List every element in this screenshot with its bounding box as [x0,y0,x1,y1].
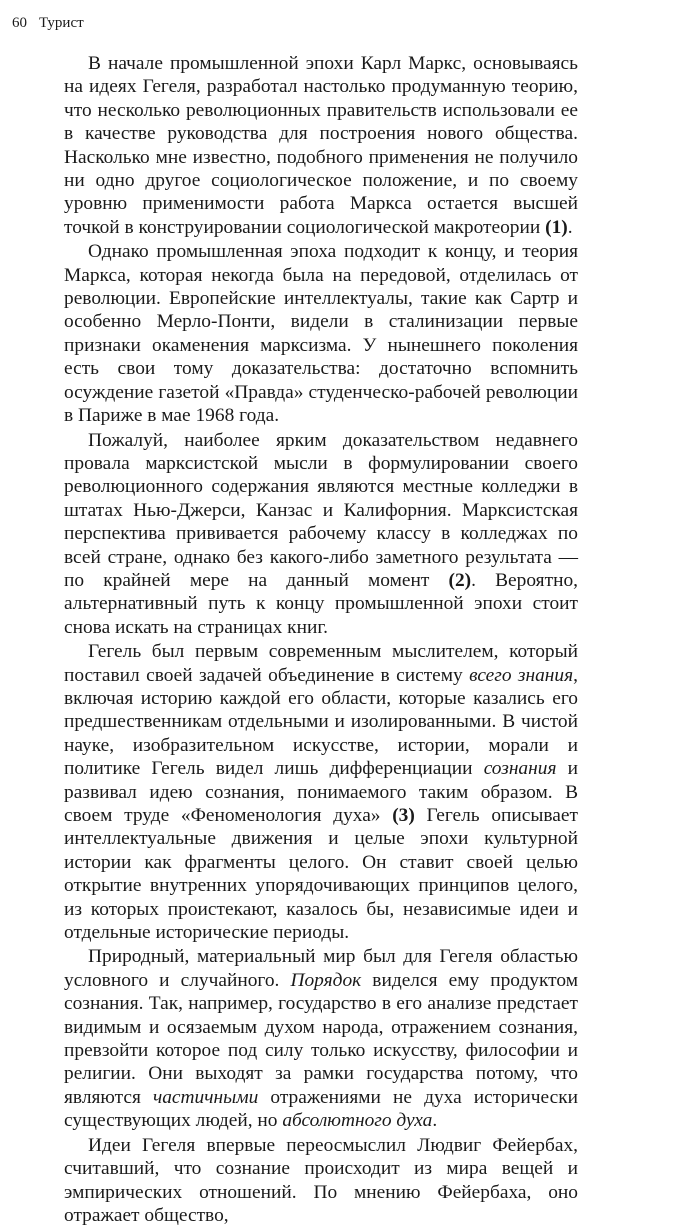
paragraph-4-text-c: и развивал идею сознания, понимаемого таким образом. В своем труде «Феноменология духа» [64,758,578,826]
paragraph-4-emphasis-b: сознания [483,758,557,780]
reference-marker-1: (1) [545,216,568,238]
paragraph-5-text-c: отражениями не духа исторически существующих людей, но [64,1086,579,1132]
running-title: Турист [39,15,84,31]
paragraph-3 [64,429,578,640]
paragraph-2 [64,240,578,427]
paragraph-5-emphasis-a: Порядок [290,969,362,991]
paragraph-5-text-a: Природный, материальный мир был для Гегеля областью условного и случайного. [64,946,578,991]
paragraph-4-text-a: Гегель был первым современным мыслителем, который поставил своей задачей объединение в систему [64,641,578,686]
paragraph-5-text-b: виделся ему продуктом сознания. Так, например, государство в его анализе предстает видимым и осязаемым духом народа, отражением сознания, превзойти которое под силу только искусству, философии и религии. Они выходят за рамки государства потому, что являются [64,969,578,1108]
paragraph-1 [64,52,578,239]
paragraph-3-text-a: Пожалуй, наиболее ярким доказательством недавнего провала марксистской мысли в формулировании своего революционного содержания являются местные колледжи в штатах Нью-Джерси, Канзас и Калифорния. Марксистская перспектива прививается рабочему классу в колледжах по всей стране, однако без какого-либо заметного результата — по крайней мере на данный момент [64,429,578,591]
paragraph-4-emphasis-a: всего знания [469,664,574,686]
paragraph-5-emphasis-c: абсолютного духа [282,1110,433,1132]
paragraph-3-text-b: . Вероятно, альтернативный путь к концу промышленной эпохи стоит снова искать на страницах книг. [64,569,578,638]
paragraph-4-text-d: Гегель описывает интеллектуальные движения и целые эпохи культурной истории как фрагменты целого. Он ставит своей целью открытие внутренних упорядочивающих принципов целого, из которых проистекают, казалось бы, независимые идеи и отдельные исторические периоды. [64,805,578,944]
paragraph-4 [64,640,578,944]
paragraph-1-text-b: . [567,216,573,238]
paragraph-2-text: Однако промышленная эпоха подходит к концу, и теория Маркса, которая некогда была на передовой, отделилась от революции. Европейские интеллектуалы, такие как Сартр и особенно Мерло-Понти, видели в сталинизации первые признаки окаменения марксизма. У нынешнего поколения есть свои тому доказательства: достаточно вспомнить осуждение газетой «Правда» студенческо-рабочей революции в Париже в мае 1968 года. [64,241,578,427]
reference-marker-2: (2) [448,569,472,591]
reference-marker-3: (3) [392,805,415,826]
paragraph-1-text-a: В начале промышленной эпохи Карл Маркс, основываясь на идеях Гегеля, разработал настолько продуманную теорию, что несколько революционных правительств использовали ее в качестве руководства для построения нового общества. Насколько мне известно, подобного применения не получило ни одно другое социологическое положение, и по своему уровню применимости работа Маркса остается высшей точкой в конструировании социологической макротеории [64,53,578,238]
paragraph-5 [64,945,578,1132]
paragraph-6-text: Идеи Гегеля впервые переосмыслил Людвиг Фейербах, считавший, что сознание происходит из мира вещей и эмпирических отношений. По мнению Фейербаха, оно отражает общество, [64,1134,578,1226]
page-number: 60 [12,15,27,31]
paragraph-5-emphasis-b: частичными [152,1086,259,1108]
paragraph-5-text-d: . [432,1110,438,1132]
running-head [12,14,84,32]
paragraph-4-text-b: , включая историю каждой его области, которые казались его предшественникам отдельными и изолированными. В чистой науке, изобразительном искусстве, истории, морали и политике Гегель видел лишь дифференциации [64,664,578,780]
body-text [64,52,578,1227]
paragraph-6 [64,1134,578,1227]
